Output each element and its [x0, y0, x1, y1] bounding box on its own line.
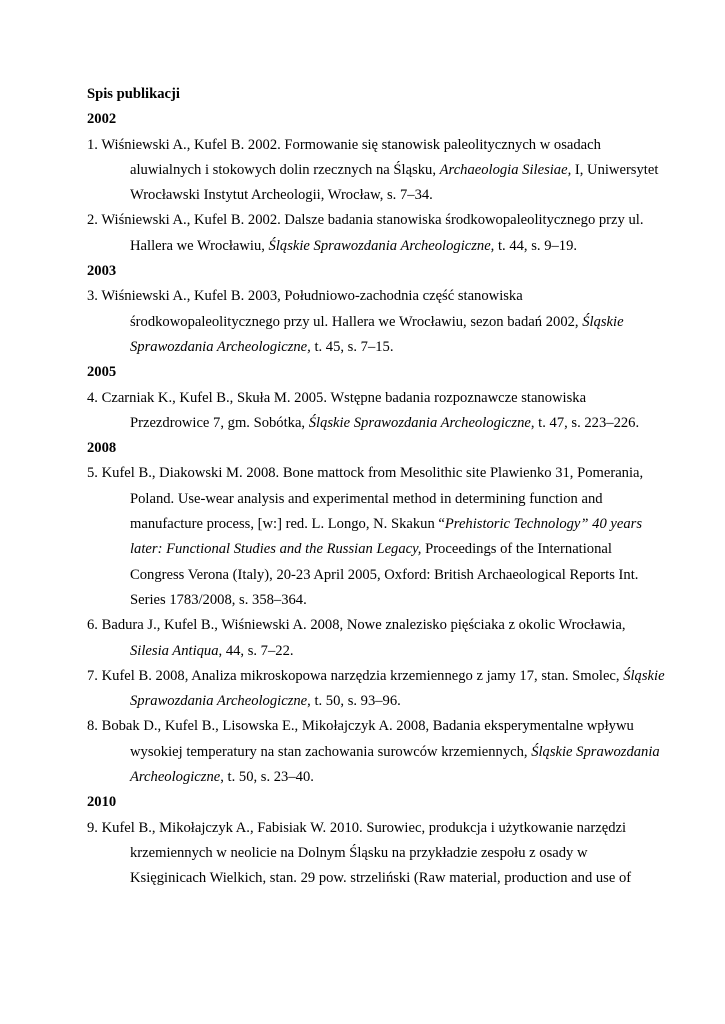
entry-number: 6.	[87, 617, 98, 634]
publication-entry	[87, 613, 665, 664]
entry-text: 2005. Wstępne badania rozpoznawcze stanowiska Przezdrowice 7, gm. Sobótka,	[130, 389, 587, 431]
entry-authors: Wiśniewski A., Kufel B.	[101, 288, 245, 305]
document-title: Spis publikacji	[87, 86, 180, 102]
entry-journal: Prehistoric Technology” 40 years later: Functional Studies and the Russian Legacy,	[130, 516, 643, 558]
publication-entry	[87, 386, 665, 437]
entry-journal: Archaeologia Silesiae,	[439, 161, 572, 178]
entry-number: 2.	[87, 212, 98, 229]
entry-authors: Badura J., Kufel B., Wiśniewski A.	[101, 617, 307, 634]
year-heading: 2008	[87, 440, 117, 457]
entry-journal: Śląskie Sprawozdania Archeologiczne	[130, 667, 665, 710]
entry-number: 8.	[87, 718, 98, 735]
publication-entry	[87, 208, 665, 259]
entry-text: 2008, Analiza mikroskopowa narzędzia krzemiennego z jamy 17, stan. Smolec,	[155, 667, 624, 684]
publication-entry	[87, 284, 665, 360]
entry-journal: Silesia Antiqua	[130, 642, 219, 659]
entry-text: 2008, Nowe znalezisko pięściaka z okolic Wrocławia,	[310, 617, 626, 634]
entry-authors: Wiśniewski A., Kufel B.	[101, 212, 245, 229]
entry-text: 2003, Południowo-zachodnia część stanowiska środkowopaleolitycznego przy ul. Hallera we Wrocławiu, sezon badań 2002,	[130, 288, 583, 330]
year-heading: 2002	[87, 111, 117, 128]
entry-text: 2002. Formowanie się stanowisk paleolitycznych w osadach aluwialnych i stokowych dolin rzecznych na Śląsku,	[130, 136, 601, 178]
publication-entry	[87, 133, 665, 209]
publication-entry	[87, 461, 665, 613]
entry-number: 7.	[87, 667, 98, 684]
publication-entry	[87, 664, 665, 715]
entry-details: t. 45, s. 7–15.	[310, 338, 394, 355]
year-heading: 2005	[87, 364, 117, 381]
entry-authors: Czarniak K., Kufel B., Skuła M.	[101, 389, 291, 406]
entry-details: t. 44, s. 9–19.	[494, 237, 578, 254]
entry-details: , t. 50, s. 23–40.	[220, 769, 314, 786]
publication-entry	[87, 714, 665, 790]
entry-authors: Kufel B., Mikołajczyk A., Fabisiak W.	[101, 819, 327, 836]
entry-authors: Kufel B.	[101, 667, 152, 684]
publication-entry	[87, 816, 665, 892]
year-heading: 2010	[87, 794, 117, 811]
entry-details: I, Uniwersytet Wrocławski Instytut Archeologii, Wrocław, s. 7–34.	[130, 161, 659, 204]
year-heading: 2003	[87, 263, 117, 280]
entry-details: Proceedings of the International Congress Verona (Italy), 20-23 April 2005, Oxford: British Archaeological Reports Int. Series 1783/2008, s. 358–364.	[130, 541, 639, 608]
entry-details: , 44, s. 7–22.	[218, 642, 294, 659]
entry-authors: Wiśniewski A., Kufel B.	[101, 136, 245, 153]
entry-text: 2008, Badania eksperymentalne wpływu wysokiej temperatury na stan zachowania surowców krzemiennych,	[130, 718, 634, 760]
entry-journal: Śląskie Sprawozdania Archeologiczne	[308, 414, 531, 431]
entry-number: 5.	[87, 465, 98, 482]
entry-journal: Śląskie Sprawozdania Archeologiczne	[130, 743, 660, 786]
entry-text: 2010. Surowiec, produkcja i użytkowanie narzędzi krzemiennych w neolicie na Dolnym Śląsku na przykładzie zespołu z osady w Księginicach Wielkich, stan. 29 pow. strzeliński (Raw material, production and use of	[130, 819, 632, 887]
entry-number: 1.	[87, 136, 98, 153]
entry-number: 3.	[87, 288, 98, 305]
entry-authors: Bobak D., Kufel B., Lisowska E., Mikołajczyk A.	[101, 718, 393, 735]
entry-journal: Śląskie Sprawozdania Archeologiczne,	[130, 313, 624, 355]
entry-journal: Śląskie Sprawozdania Archeologiczne,	[268, 237, 495, 254]
entry-number: 9.	[87, 819, 98, 836]
entry-details: , t. 50, s. 93–96.	[307, 693, 401, 710]
entry-number: 4.	[87, 389, 98, 406]
entry-text: 2002. Dalsze badania stanowiska środkowopaleolitycznego przy ul. Hallera we Wrocławiu,	[130, 212, 644, 254]
entry-text: 2008. Bone mattock from Mesolithic site Plawienko 31, Pomerania, Poland. Use-wear analysis and experimental method in determining function and manufacture process, [w:] red. L. Longo, N. Skakun “	[130, 465, 644, 533]
entry-details: , t. 47, s. 223–226.	[530, 414, 640, 431]
entry-authors: Kufel B., Diakowski M.	[101, 465, 243, 482]
